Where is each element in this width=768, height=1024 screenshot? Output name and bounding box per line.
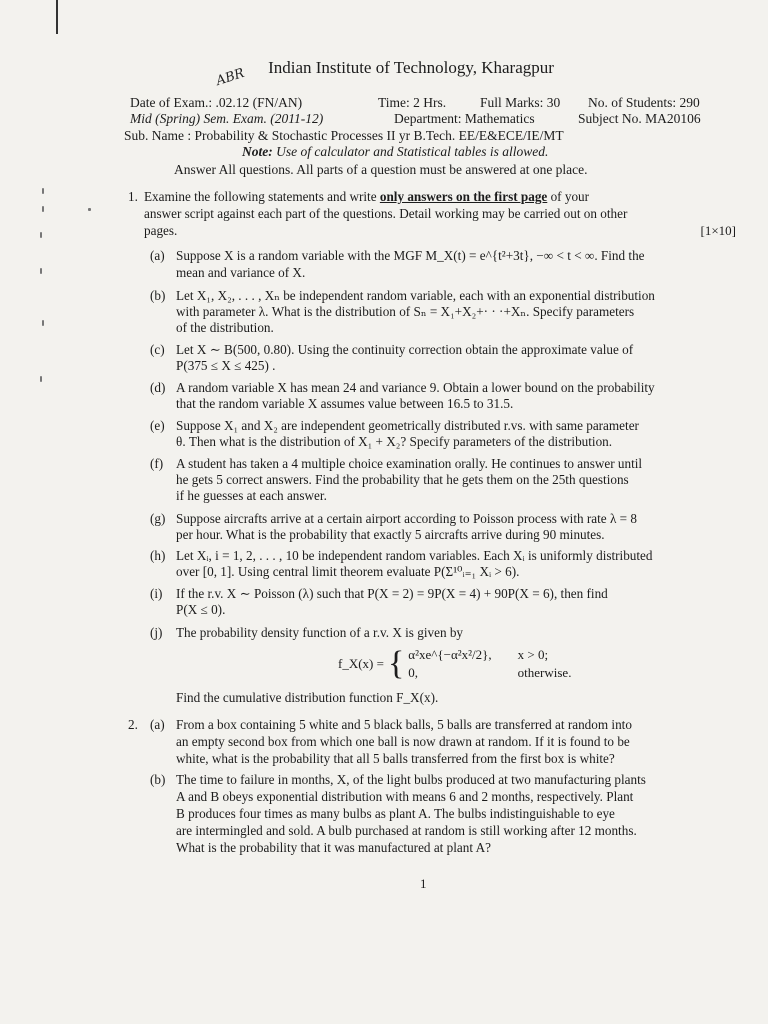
department: Department: Mathematics bbox=[394, 111, 535, 126]
part-label: (b) bbox=[150, 288, 166, 303]
part-label: (b) bbox=[150, 772, 166, 787]
part-1h-line2: over [0, 1]. Using central limit theorem evaluate P(Σ¹⁰ᵢ₌₁ Xᵢ > 6). bbox=[176, 564, 520, 579]
note-text: Use of calculator and Statistical tables is allowed. bbox=[276, 144, 549, 159]
binder-mark bbox=[56, 0, 58, 34]
pdf-case-2: 0, bbox=[408, 665, 419, 680]
question-1-intro bbox=[144, 189, 744, 205]
pdf-lhs: f_X(x) = bbox=[338, 656, 384, 671]
part-1c-line2: P(375 ≤ X ≤ 425) . bbox=[176, 358, 276, 373]
part-2b-line4: are intermingled and sold. A bulb purchased at random is still working after 12 months. bbox=[176, 823, 637, 838]
part-1i-line1: If the r.v. X ∼ Poisson (λ) such that P(X = 2) = 9P(X = 4) + 90P(X = 6), then find bbox=[176, 586, 608, 601]
pdf-cond-2: otherwise. bbox=[517, 665, 572, 680]
pdf-cases bbox=[408, 647, 571, 681]
page-number: 1 bbox=[420, 876, 427, 891]
institute-title: Indian Institute of Technology, Kharagpur bbox=[268, 58, 554, 77]
part-2b-line1: The time to failure in months, X, of the light bulbs produced at two manufacturing plants bbox=[176, 772, 646, 787]
part-label: (j) bbox=[150, 625, 163, 640]
part-label: (i) bbox=[150, 586, 163, 601]
brace-icon: { bbox=[387, 645, 405, 682]
part-label: (c) bbox=[150, 342, 165, 357]
intro-text-a: Examine the following statements and write bbox=[144, 189, 377, 204]
part-label: (h) bbox=[150, 548, 166, 563]
part-1b-line2: with parameter λ. What is the distribution of Sₙ = X₁+X₂+· · ·+Xₙ. Specify parameters bbox=[176, 304, 635, 319]
part-1a-line2: mean and variance of X. bbox=[176, 265, 306, 280]
part-label: (g) bbox=[150, 511, 166, 526]
intro-text-c: of your bbox=[550, 189, 590, 204]
full-marks: Full Marks: 30 bbox=[480, 95, 561, 110]
part-1d-line2: that the random variable X assumes value between 16.5 to 31.5. bbox=[176, 396, 514, 411]
subject-number: Subject No. MA20106 bbox=[578, 111, 701, 126]
part-1e-line2: θ. Then what is the distribution of X₁ + X₂? Specify parameters of the distribution. bbox=[176, 434, 613, 449]
part-2b-line2: A and B obeys exponential distribution with means 6 and 2 months, respectively. Plant bbox=[176, 789, 634, 804]
part-2a-line3: white, what is the probability that all 5 balls transferred from the first box is white? bbox=[176, 751, 615, 766]
question-1-intro-line3: pages. bbox=[144, 223, 178, 238]
part-1d-line1: A random variable X has mean 24 and variance 9. Obtain a lower bound on the probability bbox=[176, 380, 655, 395]
part-1g-line2: per hour. What is the probability that exactly 5 aircrafts arrive during 90 minutes. bbox=[176, 527, 605, 542]
pdf-formula bbox=[338, 647, 571, 681]
question-2-number: 2. bbox=[128, 717, 138, 732]
part-1f-line3: if he guesses at each answer. bbox=[176, 488, 327, 503]
note-label: Note: bbox=[242, 144, 273, 159]
part-1i-line2: P(X ≤ 0). bbox=[176, 602, 226, 617]
part-2a-line1: From a box containing 5 white and 5 black balls, 5 balls are transferred at random into bbox=[176, 717, 632, 732]
part-1g-line1: Suppose aircrafts arrive at a certain airport according to Poisson process with rate λ = 8 bbox=[176, 511, 637, 526]
question-1-number: 1. bbox=[128, 189, 138, 204]
part-1f-line2: he gets 5 correct answers. Find the probability that he gets them on the 25th questions bbox=[176, 472, 629, 487]
part-label: (a) bbox=[150, 717, 165, 732]
part-1h-line1: Let Xᵢ, i = 1, 2, . . . , 10 be independent random variables. Each Xᵢ is uniformly distributed bbox=[176, 548, 653, 563]
part-1c-line1: Let X ∼ B(500, 0.80). Using the continuity correction obtain the approximate value of bbox=[176, 342, 634, 357]
question-1-intro-line2: answer script against each part of the questions. Detail working may be carried out on other bbox=[144, 206, 628, 221]
intro-emphasis: only answers on the first page bbox=[379, 189, 548, 204]
instructions: Answer All questions. All parts of a question must be answered at one place. bbox=[174, 162, 588, 177]
part-1b-line1: Let X₁, X₂, . . . , Xₙ be independent random variable, each with an exponential distribution bbox=[176, 288, 655, 303]
handwritten-initials: ABR bbox=[214, 65, 247, 90]
pdf-cond-1: x > 0; bbox=[517, 647, 549, 662]
part-1f-line1: A student has taken a 4 multiple choice examination orally. He continues to answer until bbox=[176, 456, 643, 471]
subject-name: Sub. Name : Probability & Stochastic Processes II yr B.Tech. EE/E&ECE/IE/MT bbox=[124, 128, 564, 143]
part-label: (d) bbox=[150, 380, 166, 395]
part-1b-line3: of the distribution. bbox=[176, 320, 274, 335]
question-1-marks: [1×10] bbox=[700, 223, 736, 238]
cdf-question: Find the cumulative distribution function F_X(x). bbox=[176, 690, 439, 705]
part-1j-line1: The probability density function of a r.v. X is given by bbox=[176, 625, 464, 640]
exam-time: Time: 2 Hrs. bbox=[378, 95, 447, 110]
part-label: (e) bbox=[150, 418, 165, 433]
part-label: (a) bbox=[150, 248, 165, 263]
part-2b-line3: B produces four times as many bulbs as plant A. The bulbs indistinguishable to eye bbox=[176, 806, 615, 821]
part-2a-line2: an empty second box from which one ball is now drawn at random. If it is found to be bbox=[176, 734, 630, 749]
part-2b-line5: What is the probability that it was manufactured at plant A? bbox=[176, 840, 491, 855]
exam-name: Mid (Spring) Sem. Exam. (2011-12) bbox=[130, 111, 324, 126]
part-label: (f) bbox=[150, 456, 164, 471]
note bbox=[242, 144, 548, 160]
part-1a-line1: Suppose X is a random variable with the MGF M_X(t) = e^{t²+3t}, −∞ < t < ∞. Find the bbox=[176, 248, 645, 263]
pdf-case-1: α²xe^{−α²x²/2}, bbox=[408, 647, 492, 662]
date-of-exam: Date of Exam.: .02.12 (FN/AN) bbox=[130, 95, 303, 110]
part-1e-line1: Suppose X₁ and X₂ are independent geometrically distributed r.vs. with same parameter bbox=[176, 418, 639, 433]
student-count: No. of Students: 290 bbox=[588, 95, 700, 110]
